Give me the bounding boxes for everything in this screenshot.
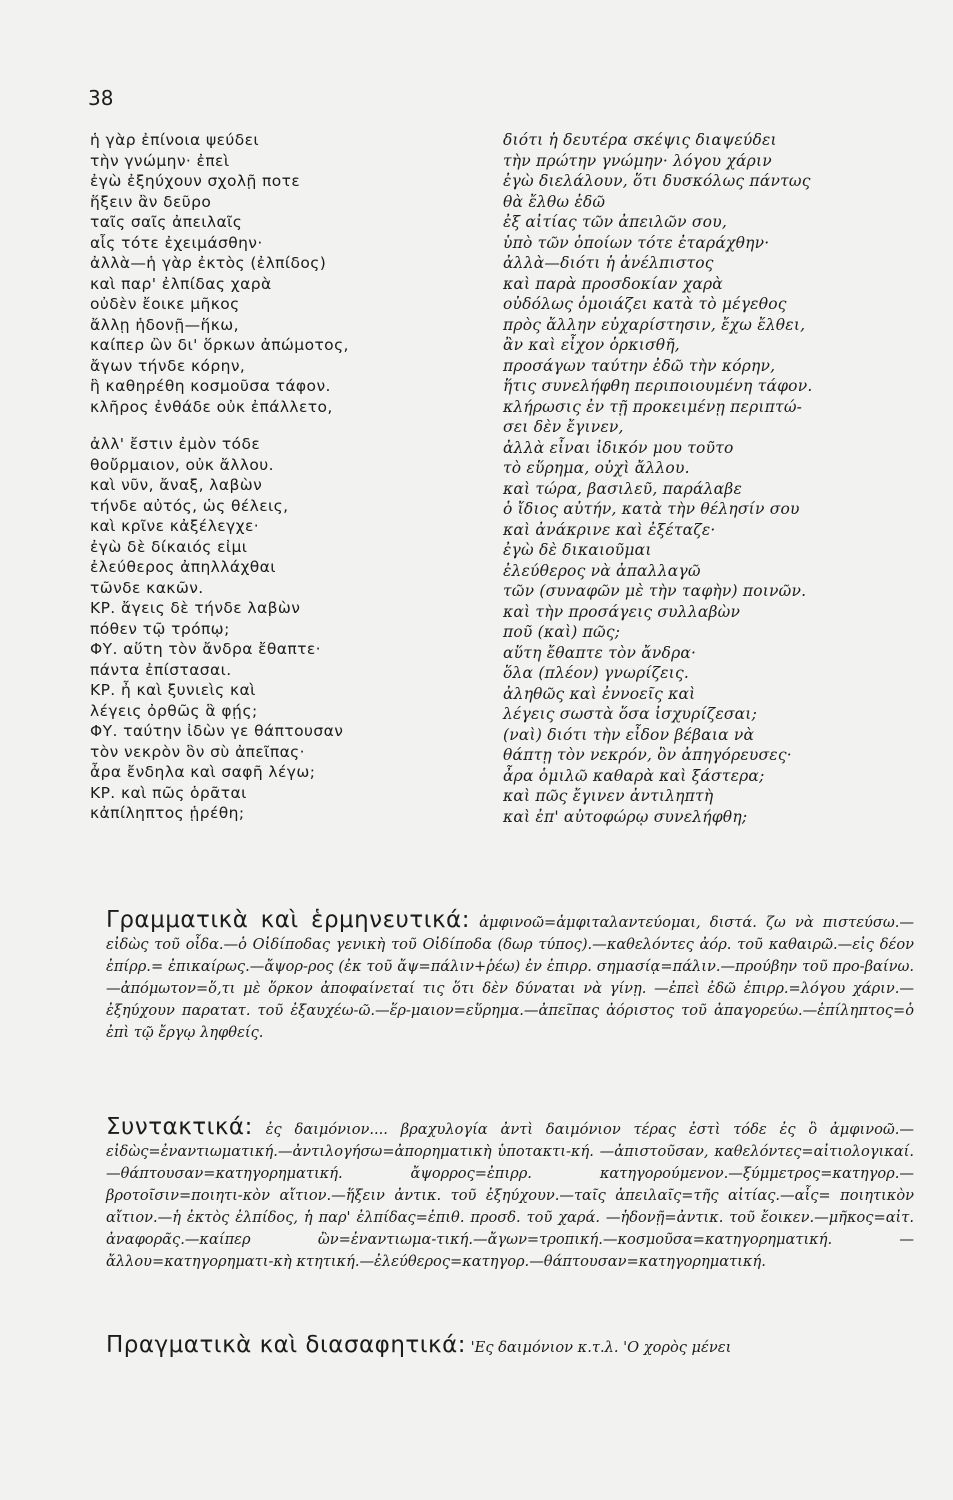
translation-line: ἐλεύθερος νὰ ἀπαλλαγῶ (503, 561, 701, 580)
translation-line: ἐξ αἰτίας τῶν ἀπειλῶν σου, (503, 213, 727, 231)
translation-line: ἥτις συνελήφθη περιποιουμένη τάφον. (503, 377, 813, 395)
grammar-notes (106, 909, 914, 1044)
translation-line: ἐγὼ διελάλουν, ὅτι δυσκόλως πάντως (503, 172, 811, 190)
greek-line: ἀλλ' ἔστιν ἐμὸν τόδε (90, 435, 261, 453)
translation-line: ἀληθῶς καὶ ἐννοεῖς καὶ (503, 684, 696, 703)
pragmatic-heading: Πραγματικὰ καὶ διασαφητικά: (106, 1332, 467, 1358)
translation-line: ὑπὸ τῶν ὁποίων τότε ἐταράχθην· (503, 233, 770, 252)
greek-line: ΚΡ. ἄγεις δὲ τήνδε λαβὼν (90, 599, 301, 617)
translation-line: ὅλα (πλέον) γνωρίζεις. (503, 664, 689, 682)
translation-line: θάπτῃ τὸν νεκρόν, ὃν ἀπηγόρευσες· (503, 746, 792, 764)
translation-line: (ναὶ) διότι τὴν εἶδον βέβαια νὰ (503, 725, 755, 744)
greek-line: τῶνδε κακῶν. (90, 578, 204, 597)
translation-line: θὰ ἔλθω ἐδῶ (503, 192, 606, 211)
translation-line: τῶν (συναφῶν μὲ τὴν ταφὴν) ποινῶν. (503, 582, 807, 600)
translation-line: καὶ τώρα, βασιλεῦ, παράλαβε (503, 479, 742, 498)
translation-line: ἀλλὰ—διότι ἡ ἀνέλπιστος (503, 254, 714, 272)
greek-line: τὸν νεκρὸν ὃν σὺ ἀπεῖπας· (90, 742, 306, 761)
greek-line: ΚΡ. ἦ καὶ ξυνιεὶς καὶ (90, 681, 256, 699)
greek-line: ἐγὼ δὲ δίκαιός εἰμι (90, 537, 248, 556)
greek-line: ἆρα ἔνδηλα καὶ σαφῆ λέγω; (90, 763, 316, 781)
syntax-heading: Συντακτικά: (106, 1114, 253, 1140)
greek-line: αἷς τότε ἐχειμάσθην· (90, 233, 263, 252)
translation-line: κλήρωσις ἐν τῇ προκειμένῃ περιπτώ- (503, 397, 803, 416)
greek-line: ἣ καθηρέθη κοσμοῦσα τάφον. (90, 377, 331, 395)
translation-line: καὶ ἀνάκρινε καὶ ἐξέταζε· (503, 520, 716, 539)
greek-line: καὶ κρῖνε κἀξέλεγχε· (90, 517, 260, 535)
greek-line: κλῆρος ἐνθάδε οὐκ ἐπάλλετο, (90, 397, 333, 416)
greek-line (90, 417, 349, 434)
greek-line: ΚΡ. καὶ πῶς ὁρᾶται (90, 783, 247, 802)
translation-line: ἀλλὰ εἶναι ἰδικόν μου τοῦτο (503, 438, 734, 457)
syntax-text: ἐς δαιμόνιον.... βραχυλογία ἀντὶ δαιμόνιον τέρας ἐστὶ τόδε ἐς ὃ ἀμφινοῶ.—εἰδὼς=ἐναντιωματική.—ἀντιλογήσω=ἀπορηματικὴ ὑποτακτι-κή. —ἀπιστοῦσαν, καθελόντες=αἰτιολογικαί. —θάπτουσαν=κατηγορηματική. ἄψορρος=ἐπιρρ. κατηγορούμενον.—ξύμμετρος=κατηγορ.—βροτοῖσιν=ποιητι-κὸν αἴτιον.—ἥξειν ἀντικ. τοῦ ἐξηύχουν.—ταῖς ἀπειλαῖς=τῆς αἰτίας.—αἷς= ποιητικὸν αἴτιον.—ἡ ἐκτὸς ἐλπίδος, ἡ παρ' ἐλπίδας=ἐπιθ. προσδ. τοῦ χαρά. —ἡδονῇ=ἀντικ. τοῦ ἔοικεν.—μῆκος=αἰτ. ἀναφορᾶς.—καίπερ ὢν=ἐναντιωμα-τική.—ἄγων=τροπική.—κοσμοῦσα=κατηγορηματική. —ἄλλου=κατηγορηματι-κὴ κτητική.—ἐλεύθερος=κατηγορ.—θάπτουσαν=κατηγορηματική. (106, 1121, 914, 1270)
greek-line: καὶ νῦν, ἄναξ, λαβὼν (90, 476, 263, 494)
syntax-notes (106, 1116, 914, 1273)
greek-line: καὶ παρ' ἐλπίδας χαρὰ (90, 274, 272, 293)
translation-line: διότι ἡ δευτέρα σκέψις διαψεύδει (503, 131, 777, 149)
translation-line: καὶ τὴν προσάγεις συλλαβὼν (503, 602, 741, 621)
greek-line: ταῖς σαῖς ἀπειλαῖς (90, 213, 243, 231)
translation-line: οὐδόλως ὁμοιάζει κατὰ τὸ μέγεθος (503, 295, 787, 313)
pragmatic-notes (106, 1334, 914, 1359)
grammar-text: ἀμφινοῶ=ἀμφιταλαντεύομαι, διστά. ζω νὰ πιστεύσω.—εἰδὼς τοῦ οἶδα.—ὁ Οἰδίποδας γενικὴ τοῦ Οἰδίποδα (δωρ τύπος).—καθελόντες ἀόρ. τοῦ καθαιρῶ.—εἰς δέον ἐπίρρ.= ἐπικαίρως.—ἄψορ-ρος (ἐκ τοῦ ἄψ=πάλιν+ῥέω) ἐν ἐπιρρ. σημασίᾳ=πάλιν.—προύβην τοῦ προ-βαίνω.—ἀπόμωτον=ὅ,τι μὲ ὅρκον ἀποφαίνεταί τις ὅτι δὲν δύναται νὰ γίνῃ. —ἐπεὶ ἐδῶ ἐπιρρ.=λόγου χάριν.—ἐξηύχουν παρατατ. τοῦ ἐξαυχέω-ῶ.—ἕρ-μαιον=εὕρημα.—ἀπεῖπας ἀόριστος τοῦ ἀπαγορεύω.—ἐπίληπτος=ὁ ἐπὶ τῷ ἔργῳ ληφθείς. (106, 914, 915, 1041)
translation-column (503, 130, 812, 827)
greek-line: ἥξειν ἂν δεῦρο (90, 192, 212, 211)
greek-line: λέγεις ὀρθῶς ἃ φῄς; (90, 701, 258, 720)
translation-line: καὶ παρὰ προσδοκίαν χαρὰ (503, 274, 723, 293)
greek-line: πόθεν τῷ τρόπῳ; (90, 619, 230, 638)
translation-line: πρὸς ἄλλην εὐχαρίστησιν, ἔχω ἔλθει, (503, 315, 806, 334)
translation-line: καὶ ἐπ' αὐτοφώρῳ συνελήφθη; (503, 807, 748, 826)
page-number: 38 (88, 86, 114, 110)
greek-line: ἐγὼ ἐξηύχουν σχολῇ ποτε (90, 172, 301, 190)
translation-line: ποῦ (καὶ) πῶς; (503, 623, 621, 641)
greek-line: τήνδε αὐτός, ὡς θέλεις, (90, 496, 289, 515)
greek-line: καίπερ ὢν δι' ὅρκων ἀπώμοτος, (90, 336, 349, 354)
translation-line: προσάγων ταύτην ἐδῶ τὴν κόρην, (503, 356, 776, 375)
greek-line: πάντα ἐπίστασαι. (90, 660, 232, 679)
greek-line: θοὔρμαιον, οὐκ ἄλλου. (90, 455, 274, 474)
translation-line: ἐγὼ δὲ δικαιοῦμαι (503, 541, 652, 559)
greek-line: ΦΥ. αὕτη τὸν ἄνδρα ἔθαπτε· (90, 640, 321, 658)
translation-line: ἆρα ὁμιλῶ καθαρὰ καὶ ξάστερα; (503, 766, 765, 785)
greek-line: ἀλλὰ—ἡ γὰρ ἐκτὸς (ἐλπίδος) (90, 254, 327, 272)
greek-line: ἡ γὰρ ἐπίνοια ψεύδει (90, 131, 260, 149)
translation-line: ἂν καὶ εἶχον ὁρκισθῆ, (503, 336, 680, 354)
translation-line: λέγεις σωστὰ ὅσα ἰσχυρίζεσαι; (503, 705, 758, 723)
translation-line: αὕτη ἔθαπτε τὸν ἄνδρα· (503, 643, 697, 662)
greek-line: ἄγων τήνδε κόρην, (90, 356, 246, 375)
greek-line: τὴν γνώμην· ἐπεὶ (90, 151, 230, 170)
greek-line: κἀπίληπτος ᾑρέθη; (90, 804, 245, 822)
greek-line: ἐλεύθερος ἀπηλλάχθαι (90, 558, 276, 576)
translation-line: τὸ εὕρημα, οὐχὶ ἄλλου. (503, 459, 690, 477)
greek-text-column (90, 130, 349, 824)
pragmatic-text: 'Ες δαιμόνιον κ.τ.λ. 'Ο χορὸς μένει (470, 1339, 732, 1356)
greek-line: ἄλλῃ ἡδονῇ—ἥκω, (90, 315, 239, 334)
translation-line: τὴν πρώτην γνώμην· λόγου χάριν (503, 151, 772, 170)
greek-line: οὐδὲν ἔοικε μῆκος (90, 295, 240, 313)
grammar-heading: Γραμματικὰ καὶ ἑρμηνευτικά: (106, 907, 470, 933)
translation-line: καὶ πῶς ἔγινεν ἀντιληπτὴ (503, 787, 714, 805)
greek-line: ΦΥ. ταύτην ἰδὼν γε θάπτουσαν (90, 722, 344, 740)
translation-line: σει δὲν ἔγινεν, (503, 418, 624, 436)
translation-line: ὁ ἴδιος αὐτήν, κατὰ τὴν θέλησίν σου (503, 500, 800, 518)
